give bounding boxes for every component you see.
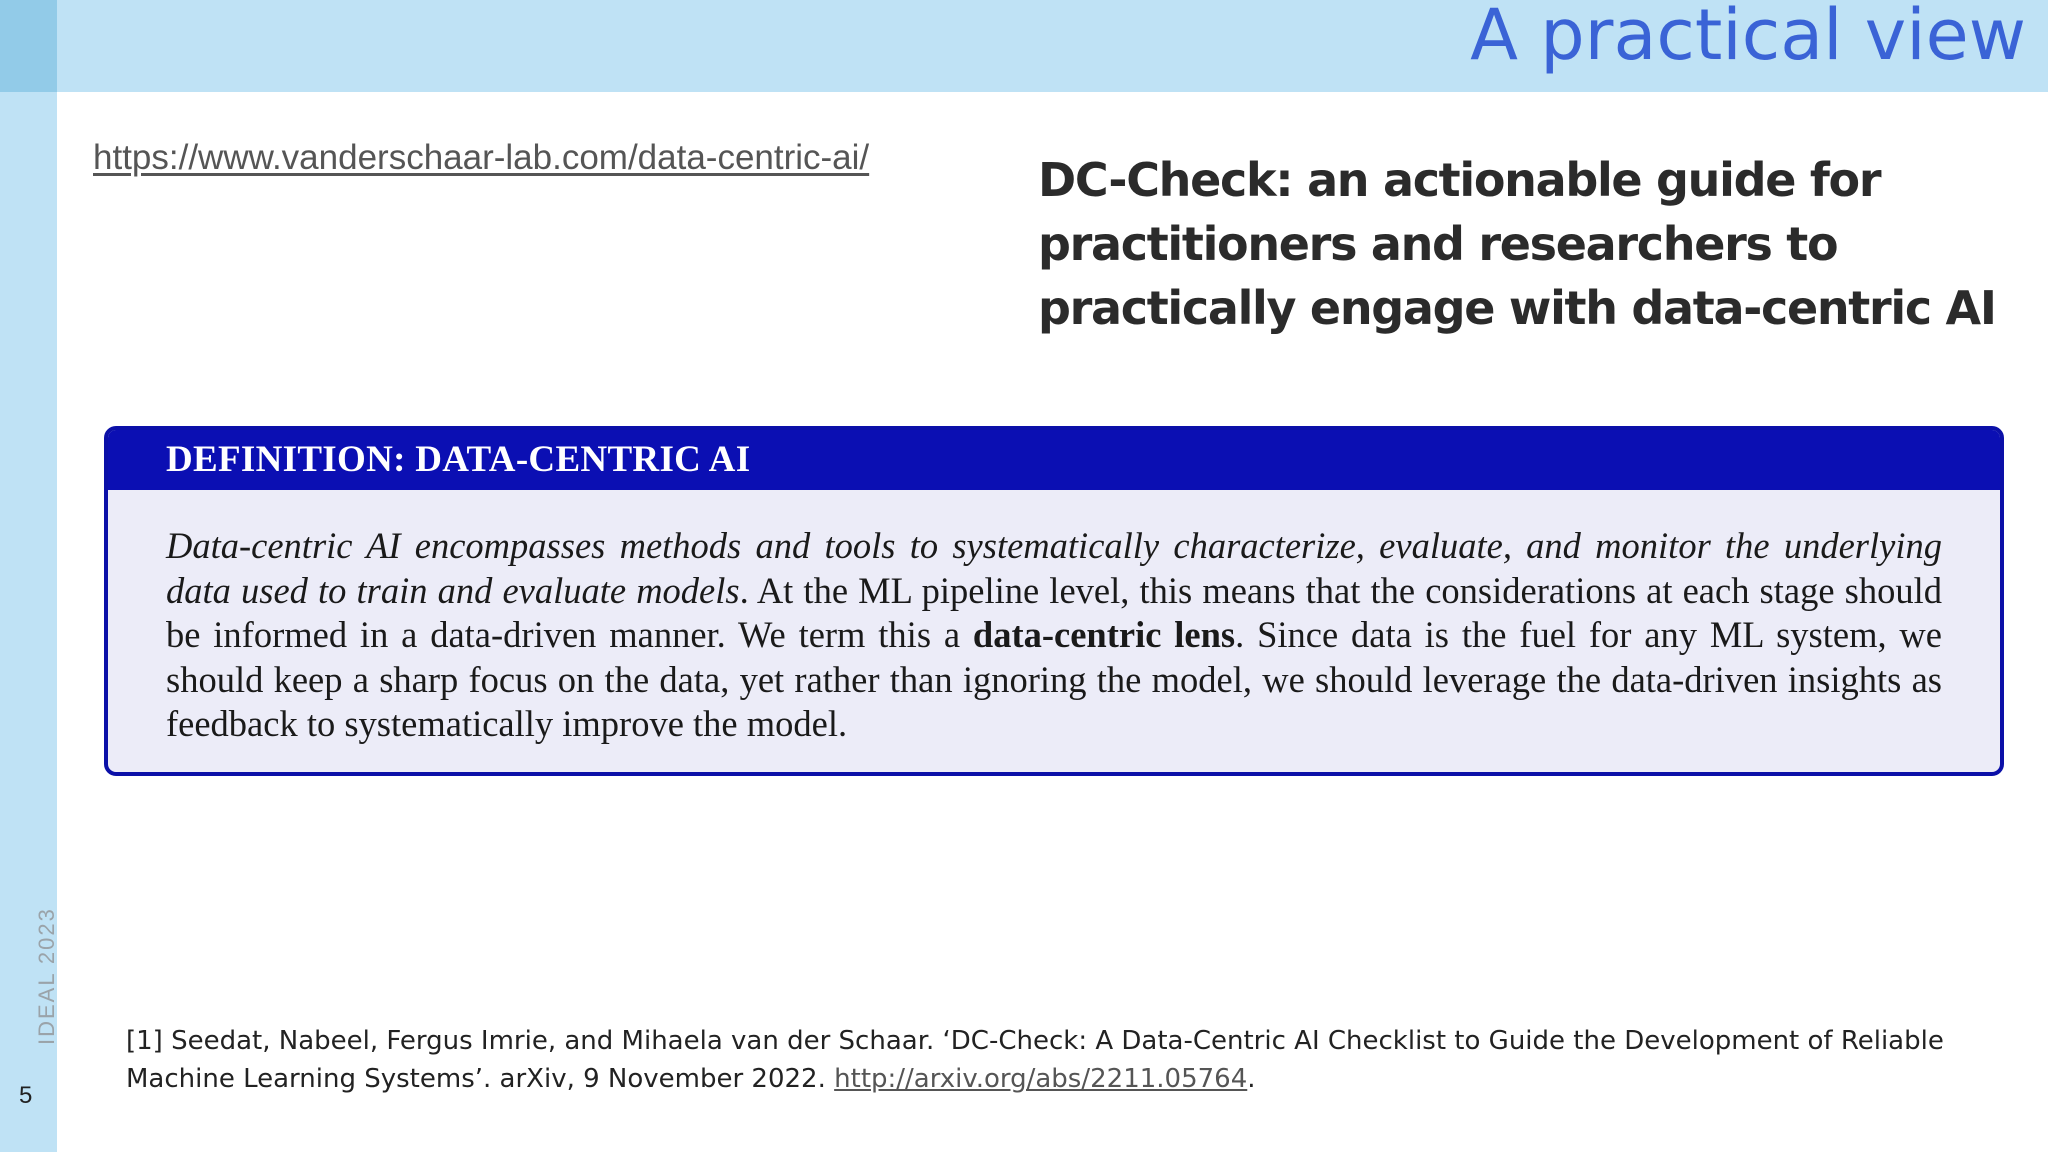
definition-body bbox=[108, 490, 2000, 747]
citation-link[interactable]: http://arxiv.org/abs/2211.05764 bbox=[834, 1064, 1248, 1094]
slide-title: A practical view bbox=[1470, 0, 2026, 76]
citation-text: [1] Seedat, Nabeel, Fergus Imrie, and Mihaela van der Schaar. ‘DC-Check: A Data-Centric AI Checklist to Guide the Development of Reliable Machine Learning Systems’. arXiv, 9 November 2022. bbox=[126, 1026, 1944, 1094]
definition-italic-text: Data-centric AI encompasses methods and tools to systematically characterize, evaluate, and monitor the underlying data used to train and evaluate models bbox=[166, 525, 1942, 611]
citation-end: . bbox=[1247, 1064, 1256, 1094]
definition-header: DEFINITION: DATA-CENTRIC AI bbox=[108, 430, 2000, 490]
lab-link[interactable]: https://www.vanderschaar-lab.com/data-centric-ai/ bbox=[93, 138, 870, 177]
page-number: 5 bbox=[19, 1082, 33, 1109]
definition-bold-text: data-centric lens bbox=[972, 614, 1236, 655]
corner-accent bbox=[0, 0, 57, 92]
paper-title: DC-Check: an actionable guide for practitioners and researchers to practically engage with data-centric AI bbox=[1038, 153, 1996, 335]
definition-box bbox=[104, 426, 2004, 776]
definition-text-1: . At the ML pipeline level, this means that the considerations at each stage should be informed in a data-driven manner. We term this a bbox=[166, 569, 1943, 655]
definition-text-2: . Since data is the fuel for any ML system, we should keep a sharp focus on the data, yet rather than ignoring the model, we should leverage the data-driven insights as feedback to systematically improve the model. bbox=[166, 614, 1942, 744]
citation bbox=[126, 1022, 1966, 1098]
conference-label: IDEAL 2023 bbox=[34, 907, 59, 1045]
